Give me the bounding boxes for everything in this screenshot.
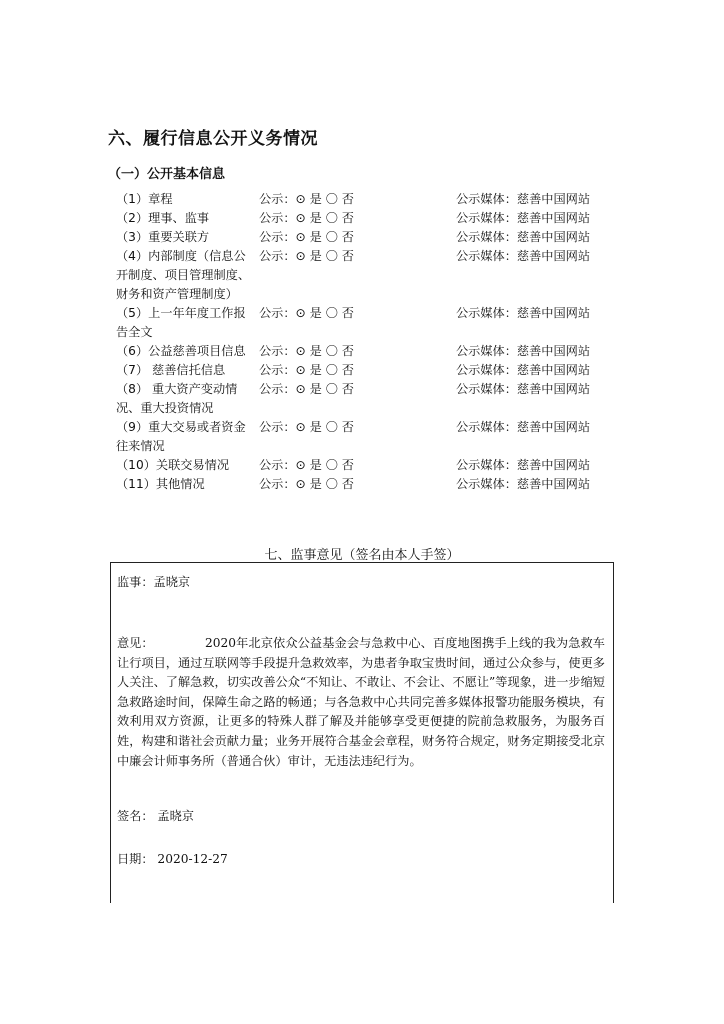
disclosure-item-name: （10）关联交易情况 (116, 458, 230, 472)
disclosure-public-choice: 公示：⊙ 是 〇 否 (259, 192, 354, 206)
disclosure-media: 公示媒体：慈善中国网站 (456, 230, 591, 244)
disclosure-public-choice: 公示：⊙ 是 〇 否 (259, 344, 354, 358)
disclosure-media: 公示媒体：慈善中国网站 (456, 363, 591, 377)
disclosure-item-name: （6）公益慈善项目信息 (116, 344, 246, 358)
opinion-text: 2020年北京依众公益基金会与急救中心、百度地图携手上线的我为急救车让行项目，通过互联网等手段提升急救效率，为患者争取宝贵时间，通过公众参与，使更多人关注、了解急救，切实改善公众“不知让、不敢让、不会让、不愿让”等现象，进一步缩短急救路途时间，保障生命之路的畅通；与各急救中心共同完善多媒体报警功能服务模块，有效利用双方资源，让更多的特殊人群了解及并能够享受更便捷的院前急救服务，为服务百姓，构建和谐社会贡献力量；业务开展符合基金会章程，财务符合规定，财务定期接受北京中廉会计师事务所（普通合伙）审计，无违法违纪行为。 (117, 636, 605, 768)
disclosure-media: 公示媒体：慈善中国网站 (456, 420, 591, 434)
supervisor-name: 监事：孟晓京 (117, 575, 191, 589)
disclosure-item-name: （2）理事、监事 (116, 211, 210, 225)
disclosure-media: 公示媒体：慈善中国网站 (456, 211, 591, 225)
disclosure-media: 公示媒体：慈善中国网站 (456, 306, 591, 320)
disclosure-public-choice: 公示：⊙ 是 〇 否 (259, 230, 354, 244)
disclosure-item-name: （3）重要关联方 (116, 230, 210, 244)
opinion-label: 意见： (117, 636, 154, 650)
disclosure-public-choice: 公示：⊙ 是 〇 否 (259, 363, 354, 377)
disclosure-media: 公示媒体：慈善中国网站 (456, 458, 591, 472)
disclosure-public-choice: 公示：⊙ 是 〇 否 (259, 249, 354, 263)
disclosure-item-name-continued: 开制度、项目管理制度、 (116, 268, 251, 282)
disclosure-item-name: （11）其他情况 (116, 477, 205, 491)
disclosure-media: 公示媒体：慈善中国网站 (456, 477, 591, 491)
disclosure-item-name: （4）内部制度（信息公 (116, 249, 246, 263)
disclosure-public-choice: 公示：⊙ 是 〇 否 (259, 382, 354, 396)
subsection-title-basic-info: （一）公开基本信息 (108, 167, 226, 182)
disclosure-item-name-continued: 况、重大投资情况 (116, 401, 214, 415)
disclosure-media: 公示媒体：慈善中国网站 (456, 344, 591, 358)
disclosure-item-name-continued: 告全文 (116, 325, 153, 339)
disclosure-item-name: （9）重大交易或者资金 (116, 420, 246, 434)
disclosure-item-name-continued: 财务和资产管理制度） (116, 287, 238, 301)
disclosure-item-name: （5）上一年年度工作报 (116, 306, 246, 320)
disclosure-item-name: （7） 慈善信托信息 (116, 363, 226, 377)
supervisor-opinion-box (110, 562, 614, 903)
disclosure-item-name: （8） 重大资产变动情 (116, 382, 238, 396)
disclosure-public-choice: 公示：⊙ 是 〇 否 (259, 420, 354, 434)
disclosure-public-choice: 公示：⊙ 是 〇 否 (259, 211, 354, 225)
disclosure-item-name: （1）章程 (116, 192, 173, 206)
signature-line: 签名： 孟晓京 (117, 809, 194, 823)
disclosure-public-choice: 公示：⊙ 是 〇 否 (259, 458, 354, 472)
disclosure-public-choice: 公示：⊙ 是 〇 否 (259, 477, 354, 491)
date-line: 日期： 2020-12-27 (117, 852, 228, 866)
disclosure-media: 公示媒体：慈善中国网站 (456, 192, 591, 206)
disclosure-media: 公示媒体：慈善中国网站 (456, 249, 591, 263)
section-title-supervisor-opinion: 七、监事意见（签名由本人手签） (264, 548, 460, 563)
disclosure-item-name-continued: 往来情况 (116, 439, 165, 453)
disclosure-public-choice: 公示：⊙ 是 〇 否 (259, 306, 354, 320)
disclosure-media: 公示媒体：慈善中国网站 (456, 382, 591, 396)
opinion-paragraph (117, 634, 605, 771)
section-title-disclosure: 六、履行信息公开义务情况 (108, 129, 318, 149)
